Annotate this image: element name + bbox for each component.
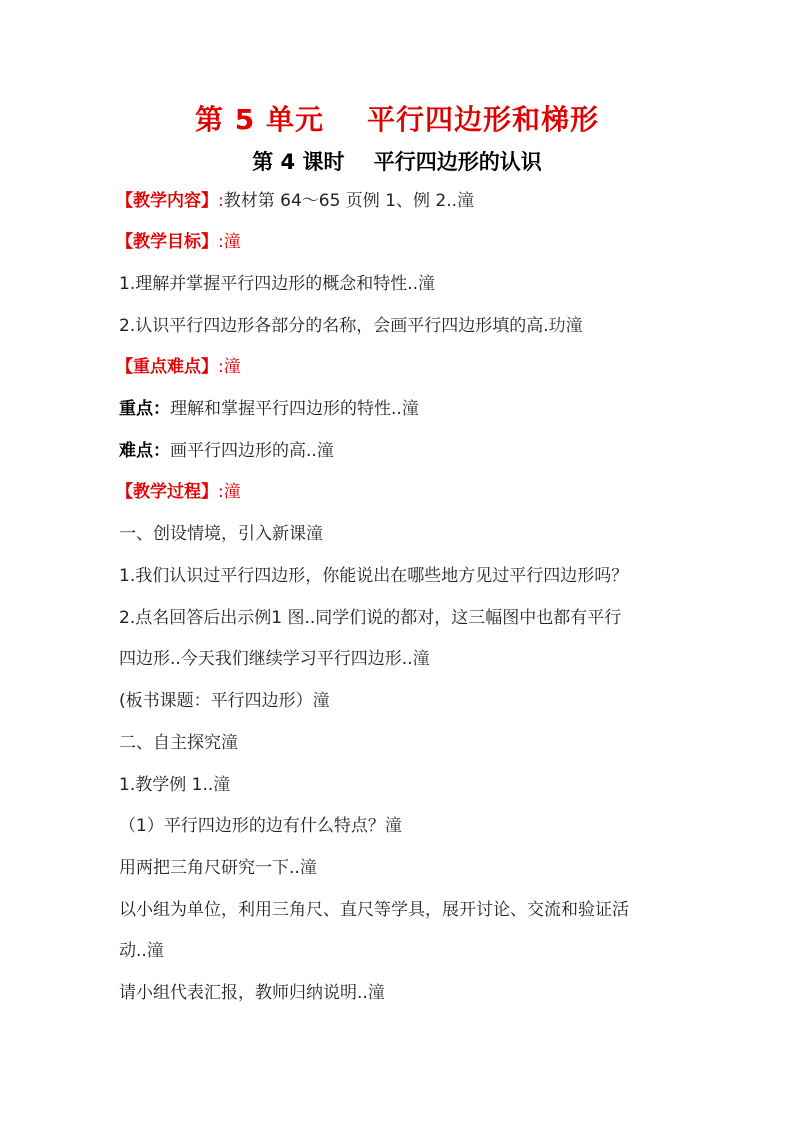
process-line: [119, 981, 385, 1005]
unit-title: 第 5 单元 平行四边形和梯形: [195, 103, 599, 136]
process-line-text: 1.教学例 1..: [119, 775, 214, 795]
lesson-subtitle: 第 4 课时 平行四边形的认识: [252, 150, 542, 174]
process-line-mark: 潼: [367, 983, 385, 1003]
teaching-content-line: [116, 189, 474, 213]
process-line-mark: 潼: [412, 649, 430, 669]
teaching-content-mark: 潼: [457, 191, 475, 211]
process-line-mark: 潼: [384, 816, 402, 836]
teaching-goals-heading: [116, 230, 241, 254]
process-line-text: 四边形..今天我们继续学习平行四边形..: [119, 649, 413, 669]
process-line: [119, 898, 629, 922]
process-line: [119, 814, 402, 838]
process-label: 【教学过程】: [116, 482, 218, 502]
goal-item-text: 2.认识平行四边形各部分的名称，会画平行四边形填的高.: [119, 316, 549, 336]
process-line-mark: 潼: [221, 733, 238, 753]
process-sep: :: [218, 482, 224, 502]
key-point-mark: 潼: [401, 399, 419, 419]
process-line-text: 2.点名回答后出示例1 图..同学们说的都对，这三幅图中也都有平行: [119, 608, 622, 628]
process-line: [119, 731, 238, 755]
process-line-mark: 潼: [146, 941, 164, 961]
process-line: [119, 606, 621, 630]
process-line: [119, 856, 317, 880]
process-line-text: (板书课题：平行四边形）: [119, 691, 313, 711]
process-line-text: 以小组为单位，利用三角尺、直尺等学具，展开讨论、交流和验证活: [119, 900, 629, 920]
process-heading: [116, 480, 241, 504]
teaching-goals-label: 【教学目标】: [116, 232, 218, 252]
process-mark: 潼: [223, 482, 241, 502]
goal-item-text: 1.理解并掌握平行四边形的概念和特性..: [119, 274, 419, 294]
process-line: [119, 939, 164, 963]
teaching-content-sep: :: [218, 191, 224, 211]
process-line: [119, 522, 323, 546]
process-line-mark: 潼: [213, 775, 231, 795]
difficulty-text: 画平行四边形的高..: [170, 441, 317, 461]
key-point-text: 理解和掌握平行四边形的特性..: [170, 399, 402, 419]
teaching-content-label: 【教学内容】: [116, 191, 218, 211]
difficulty-label: 难点：: [119, 441, 170, 461]
process-line-mark: 潼: [306, 524, 323, 544]
teaching-goals-mark: 潼: [223, 232, 241, 252]
process-line: [119, 564, 628, 588]
difficulty-line: [119, 439, 334, 463]
process-line: [119, 689, 330, 713]
goal-item-mark: 潼: [418, 274, 436, 294]
key-point-line: [119, 397, 419, 421]
key-points-sep: :: [218, 357, 224, 377]
key-point-label: 重点：: [119, 399, 170, 419]
goal-item: [119, 314, 583, 338]
teaching-content-text: 教材第 64～65 页例 1、例 2..: [223, 191, 458, 211]
process-line-text: 1.我们认识过平行四边形，你能说出在哪些地方见过平行四边形吗？: [119, 566, 629, 586]
process-line-text: 二、自主探究: [119, 733, 221, 753]
process-line: [119, 647, 430, 671]
goal-item-mark: 玏潼: [548, 316, 583, 336]
process-line-text: 一、创设情境，引入新课: [119, 524, 306, 544]
process-line-text: 用两把三角尺研究一下..: [119, 858, 300, 878]
process-line-text: 动..: [119, 941, 147, 961]
goal-item: [119, 272, 435, 296]
key-points-label: 【重点难点】: [116, 357, 218, 377]
process-line: [119, 773, 230, 797]
teaching-goals-sep: :: [218, 232, 224, 252]
process-line-text: （1）平行四边形的边有什么特点？: [119, 816, 385, 836]
key-points-mark: 潼: [223, 357, 241, 377]
difficulty-mark: 潼: [316, 441, 334, 461]
process-line-mark: 潼: [299, 858, 317, 878]
process-line-mark: 潼: [312, 691, 330, 711]
process-line-text: 请小组代表汇报，教师归纳说明..: [119, 983, 368, 1003]
key-points-heading: [116, 355, 241, 379]
